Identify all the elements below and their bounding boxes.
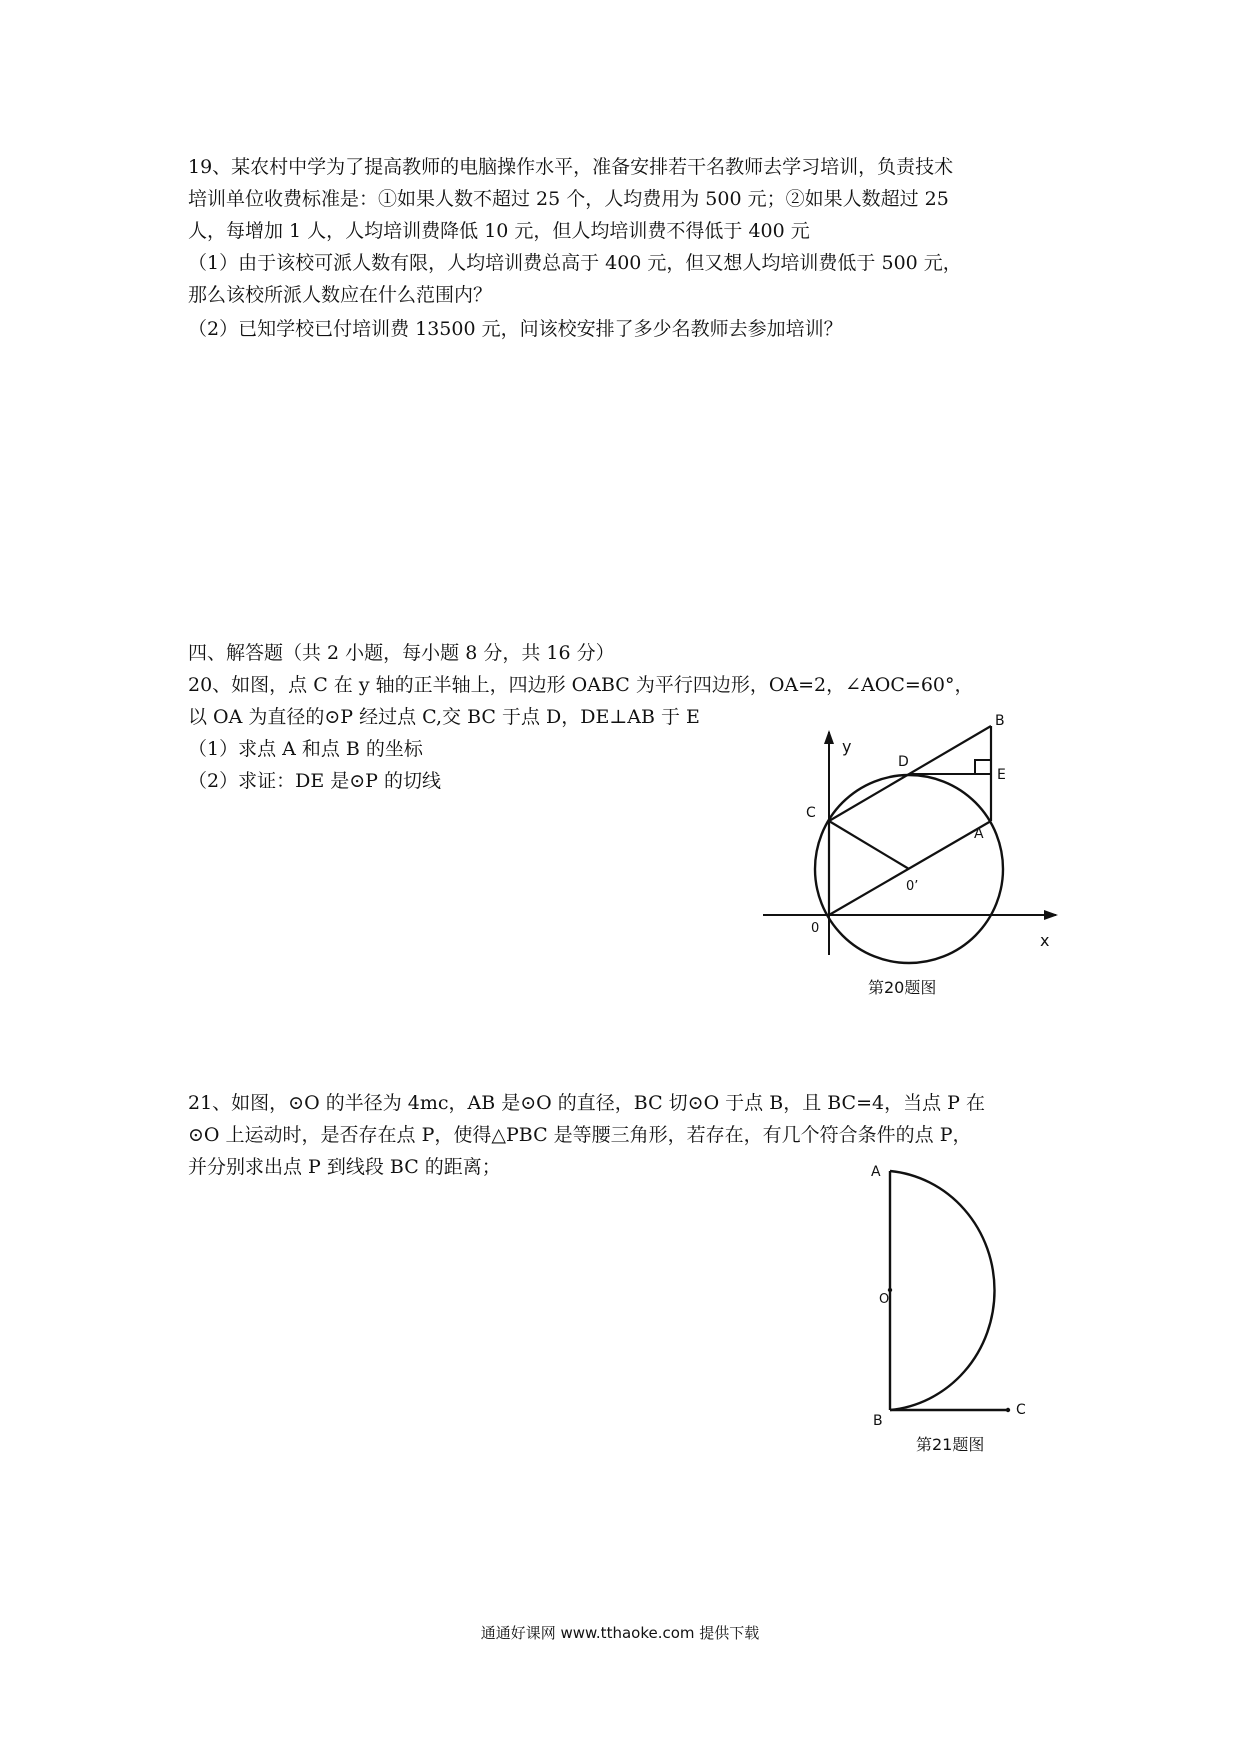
label-x: x — [1040, 931, 1050, 950]
q21-line-3: 并分别求出点 P 到线段 BC 的距离； — [188, 1156, 501, 1178]
label-a: A — [974, 826, 984, 842]
label-y: y — [842, 737, 852, 756]
q21-line-2: ⊙O 上运动时，是否存在点 P，使得△PBC 是等腰三角形，若存在，有几个符合条件的点 P， — [188, 1124, 972, 1146]
q19-line-1: 19、某农村中学为了提高教师的电脑操作水平，准备安排若干名教师去学习培训，负责技术 — [188, 156, 954, 178]
point-c — [1006, 1408, 1010, 1412]
q20-figure — [750, 710, 1070, 970]
label-o: 0 — [811, 921, 820, 936]
semicircle — [890, 1171, 995, 1410]
q20-line-2: 以 OA 为直径的⊙P 经过点 C,交 BC 于点 D，DE⊥AB 于 E — [188, 706, 700, 728]
q21-figure-caption: 第21题图 — [916, 1435, 985, 1454]
q20-line-4: （2）求证：DE 是⊙P 的切线 — [188, 770, 441, 792]
label-center: 0’ — [906, 879, 919, 894]
q19-line-2: 培训单位收费标准是：①如果人数不超过 25 个，人均费用为 500 元；②如果人数超过 25 — [188, 188, 949, 210]
x-axis-arrow — [1044, 910, 1058, 920]
q19-line-3: 人，每增加 1 人，人均培训费降低 10 元，但人均培训费不得低于 400 元 — [188, 220, 810, 242]
label-c: C — [806, 805, 816, 821]
label-e: E — [997, 767, 1006, 783]
right-angle-mark — [975, 760, 991, 774]
q20-line-1: 20、如图，点 C 在 y 轴的正半轴上，四边形 OABC 为平行四边形，OA=2，∠AOC=60°， — [188, 674, 974, 696]
q20-line-3: （1）求点 A 和点 B 的坐标 — [188, 738, 423, 760]
footer: 通通好课网 www.tthaoke.com 提供下载 — [480, 1624, 760, 1642]
label-b: B — [873, 1413, 883, 1429]
segment-c-center — [829, 821, 909, 869]
section-4-heading: 四、解答题（共 2 小题，每小题 8 分，共 16 分） — [188, 642, 615, 664]
label-b: B — [995, 713, 1005, 729]
q19-line-6: （2）已知学校已付培训费 13500 元，问该校安排了多少名教师去参加培训？ — [188, 318, 843, 340]
q21-figure — [860, 1160, 1040, 1430]
label-a: A — [871, 1164, 881, 1180]
q20-figure-caption: 第20题图 — [868, 978, 937, 997]
label-o: O — [879, 1292, 890, 1307]
label-d: D — [898, 754, 909, 770]
q21-line-1: 21、如图，⊙O 的半径为 4mc，AB 是⊙O 的直径，BC 切⊙O 于点 B，且 BC=4，当点 P 在 — [188, 1092, 985, 1114]
y-axis-arrow — [824, 730, 834, 744]
q19-line-5: 那么该校所派人数应在什么范围内？ — [188, 284, 493, 306]
q19-line-4: （1）由于该校可派人数有限，人均培训费总高于 400 元，但又想人均培训费低于 500 元， — [188, 252, 962, 274]
label-c: C — [1016, 1402, 1026, 1418]
